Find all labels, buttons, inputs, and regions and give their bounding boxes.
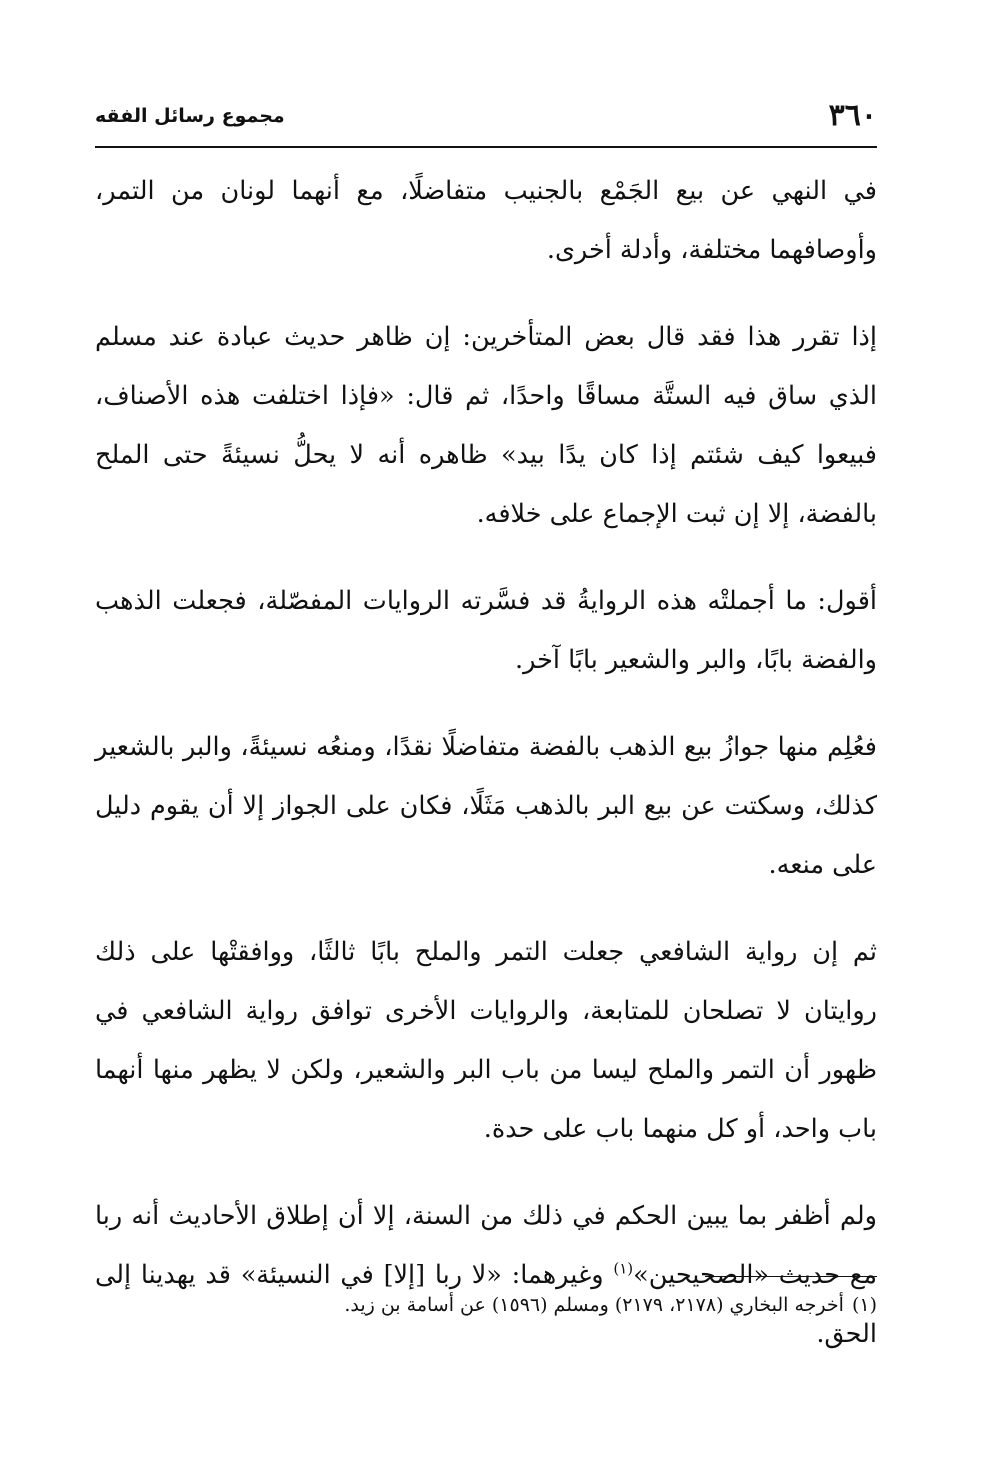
paragraph: ثم إن رواية الشافعي جعلت التمر والملح بابًا ثالثًا، ووافقتْها على ذلك روايتان لا تصلحان للمتابعة، والروايات الأخرى توافق رواية الشافعي في ظهور أن التمر والملح ليسا من باب البر والشعير، ولكن لا يظهر منها أنهما باب واحد، أو كل منهما باب على حدة. (95, 937, 877, 1144)
paragraph-text: وغيرهما: «لا ربا [إلا] في النسيئة» قد يهدينا إلى الحق. (95, 1260, 877, 1349)
paragraph-text: ولم أظفر بما يبين الحكم في ذلك من السنة، إلا أن إطلاق الأحاديث أنه ربا مع حديث «الصحيحين» (95, 1201, 877, 1290)
paragraph: إذا تقرر هذا فقد قال بعض المتأخرين: إن ظاهر حديث عبادة عند مسلم الذي ساق فيه الستَّة مساقًا واحدًا، ثم قال: «فإذا اختلفت هذه الأصناف، فبيعوا كيف شئتم إذا كان يدًا بيد» ظاهره أنه لا يحلُّ نسيئةً حتى الملح بالفضة، إلا إن ثبت الإجماع على خلافه. (95, 322, 877, 529)
page-header (95, 96, 877, 136)
footnote (95, 1288, 877, 1322)
main-text (95, 162, 877, 1392)
footnote-marker: (١) (851, 1294, 877, 1316)
page-number: ٣٦٠ (828, 98, 877, 133)
paragraph: فعُلِم منها جوازُ بيع الذهب بالفضة متفاضلًا نقدًا، ومنعُه نسيئةً، والبر بالشعير كذلك، وسكتت عن بيع البر بالذهب مَثَلًا، فكان على الجواز إلا أن يقوم دليل على منعه. (95, 732, 877, 880)
footnote-divider (705, 1276, 877, 1277)
running-title: مجموع رسائل الفقه (95, 105, 285, 127)
header-divider (95, 146, 877, 148)
footnote-reference[interactable]: (١) (613, 1259, 634, 1278)
footnote-text: أخرجه البخاري (٢١٧٨، ٢١٧٩) ومسلم (١٥٩٦) عن أسامة بن زيد. (344, 1294, 844, 1316)
paragraph: أقول: ما أجملتْه هذه الروايةُ قد فسَّرته الروايات المفصّلة، فجعلت الذهب والفضة بابًا، والبر والشعير بابًا آخر. (95, 586, 877, 675)
paragraph: في النهي عن بيع الجَمْع بالجنيب متفاضلًا، مع أنهما لونان من التمر، وأوصافهما مختلفة، وأدلة أخرى. (95, 176, 877, 265)
